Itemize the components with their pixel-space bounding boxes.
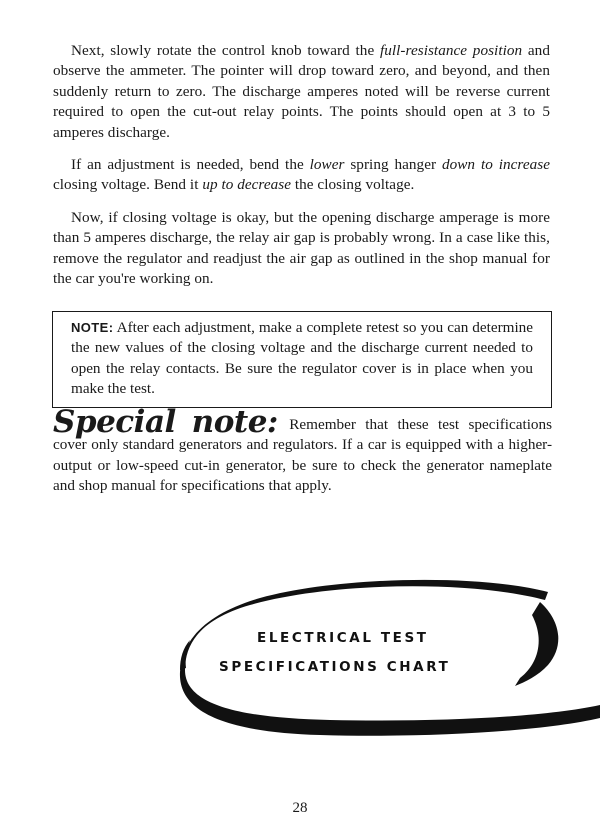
note-text	[71, 318, 533, 400]
p2-text-a: If an adjustment is needed, bend the	[71, 156, 310, 173]
paragraph-control-knob	[53, 41, 550, 143]
note-box	[52, 311, 552, 408]
p2-emphasis-lower: lower	[309, 156, 345, 173]
p1-text-a: Next, slowly rotate the control knob toward the	[71, 42, 380, 59]
note-body: After each adjustment, make a complete retest so you can determine the new values of the closing voltage and the discharge current needed to open the relay contacts. Be sure the regulator cover is in place when you make the test.	[71, 319, 533, 398]
p2-text-c: spring hanger	[344, 156, 442, 173]
chart-banner-line-2: SPECIFICATIONS CHART	[219, 659, 451, 675]
p2-emphasis-decrease: up to decrease	[202, 176, 292, 194]
special-note-body: Remember that these test specifications cover only standard generators and regulators. If a car is equipped with a higher-output or low-speed cut-in generator, be sure to check the generator nameplate and shop manual for specifications that apply.	[53, 416, 553, 495]
p1-text-c: and observe the ammeter. The pointer will drop toward zero, and beyond, and then suddenly return to zero. The discharge amperes noted will be reverse current required to open the cut-out relay points. The points should open at 3 to 5 amperes discharge.	[53, 42, 550, 141]
p2-text-e: closing voltage. Bend it	[53, 176, 203, 194]
paragraph-air-gap	[53, 208, 550, 290]
p2-emphasis-increase: down to increase	[441, 156, 550, 173]
chart-banner-line-1: ELECTRICAL TEST	[257, 630, 429, 646]
note-label: NOTE:	[71, 320, 114, 335]
special-note	[53, 404, 553, 497]
special-note-heading: Special note:	[53, 404, 278, 440]
paragraph-adjustment	[53, 155, 550, 196]
page-number: 28	[292, 800, 308, 816]
p2-text-g: the closing voltage.	[291, 176, 415, 194]
p3-text: Now, if closing voltage is okay, but the opening discharge amperage is more than 5 amperes discharge, the relay air gap is probably wrong. In a case like this, remove the regulator and readjust the air gap as outlined in the shop manual for the car you're working on.	[53, 209, 550, 288]
p1-emphasis: full-resistance position	[379, 42, 523, 59]
